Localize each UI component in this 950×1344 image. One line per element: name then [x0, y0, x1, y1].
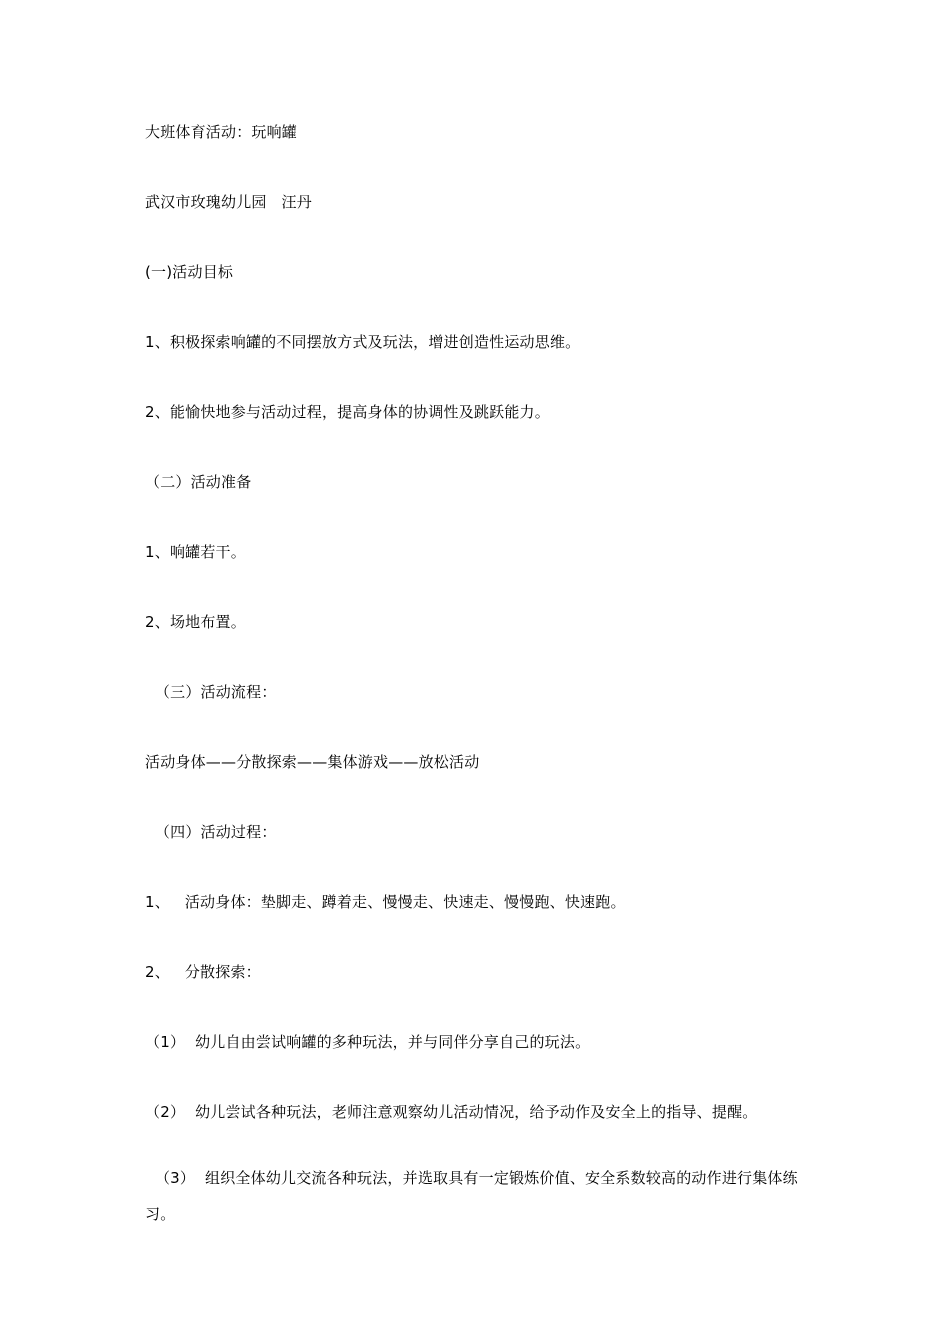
process-item-1: 1、 活动身体：垫脚走、蹲着走、慢慢走、快速走、慢慢跑、快速跑。: [145, 893, 626, 911]
goal-item-1: 1、积极探索响罐的不同摆放方式及玩法，增进创造性运动思维。: [145, 333, 581, 351]
section-heading-flow: （三）活动流程：: [145, 683, 277, 701]
section-heading-process: （四）活动过程：: [145, 823, 277, 841]
document-title: 大班体育活动：玩响罐: [145, 123, 298, 141]
document-author: 武汉市玫瑰幼儿园 汪丹: [145, 193, 312, 211]
goal-item-2: 2、能愉快地参与活动过程，提高身体的协调性及跳跃能力。: [145, 403, 550, 421]
process-subitem-1: （1） 幼儿自由尝试响罐的多种玩法，并与同伴分享自己的玩法。: [145, 1033, 591, 1051]
preparation-item-2: 2、场地布置。: [145, 613, 246, 631]
process-item-2: 2、 分散探索：: [145, 963, 261, 981]
flow-summary: 活动身体——分散探索——集体游戏——放松活动: [145, 753, 480, 771]
process-subitem-2: （2） 幼儿尝试各种玩法，老师注意观察幼儿活动情况，给予动作及安全上的指导、提醒。: [145, 1103, 758, 1121]
section-heading-preparation: （二）活动准备: [145, 473, 252, 491]
section-heading-goals: (一)活动目标: [145, 263, 234, 281]
process-subitem-3: （3） 组织全体幼儿交流各种玩法，并选取具有一定锻炼价值、安全系数较高的动作进行集体练习。: [145, 1169, 798, 1223]
preparation-item-1: 1、响罐若干。: [145, 543, 246, 561]
